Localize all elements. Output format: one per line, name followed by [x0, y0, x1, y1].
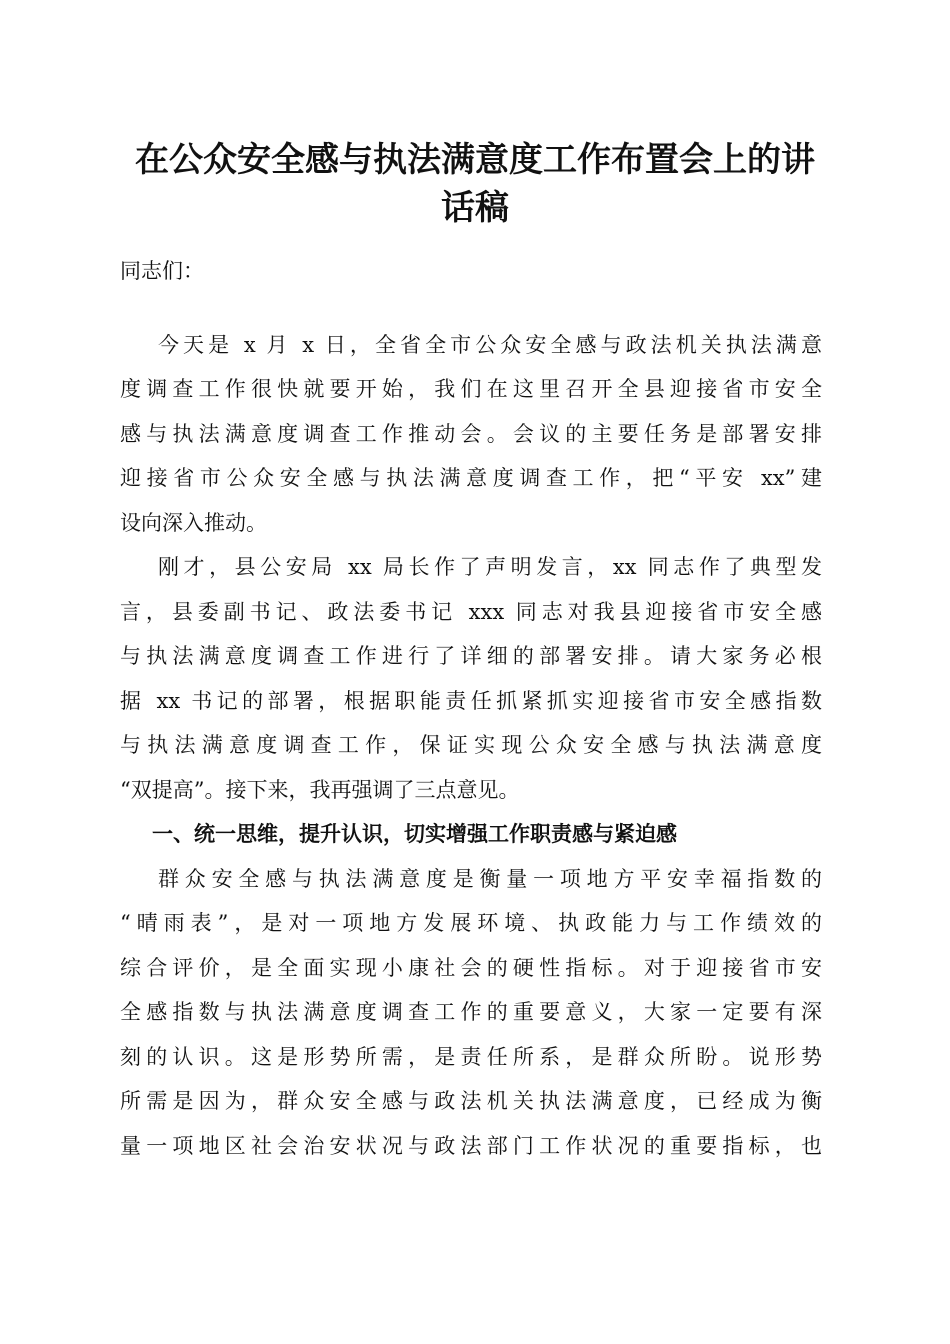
text-line: 所需是因为，群众安全感与政法机关执法满意度，已经成为衡: [120, 1089, 822, 1113]
text-line: 迎接省市公众安全感与执法满意度调查工作，把“平安 xx”建: [120, 466, 822, 490]
greeting: 同志们：: [120, 259, 204, 283]
text-line: “双提高”。接下来，我再强调了三点意见。: [120, 777, 520, 802]
text-line: 综合评价，是全面实现小康社会的硬性指标。对于迎接省市安: [120, 955, 822, 980]
paragraph-1: [120, 323, 822, 546]
text-line: 量一项地区社会治安状况与政法部门工作状况的重要指标，也: [120, 1133, 822, 1158]
text-line: 设向深入推动。: [120, 510, 267, 535]
text-line: 度调查工作很快就要开始，我们在这里召开全县迎接省市安全: [120, 377, 822, 401]
section-heading: 一、统一思维，提升认识，切实增强工作职责感与紧迫感: [152, 822, 677, 846]
text-line: 群众安全感与执法满意度是衡量一项地方平安幸福指数的: [158, 866, 822, 891]
text-line: 刻的认识。这是形势所需，是责任所系，是群众所盼。说形势: [120, 1044, 822, 1069]
text-line: 与执法满意度调查工作，保证实现公众安全感与执法满意度: [120, 733, 822, 757]
text-line: 全感指数与执法满意度调查工作的重要意义，大家一定要有深: [120, 1000, 822, 1024]
text-line: 感与执法满意度调查工作推动会。会议的主要任务是部署安排: [120, 421, 822, 446]
text-line: 据 xx 书记的部署，根据职能责任抓紧抓实迎接省市安全感指数: [120, 688, 822, 713]
text-line: 刚才，县公安局 xx 局长作了声明发言，xx 同志作了典型发: [158, 555, 822, 579]
document-body: [120, 249, 822, 1168]
title-line: 话稿: [441, 188, 509, 228]
paragraph-2: [120, 545, 822, 812]
title-line: 在公众安全感与执法满意度工作布置会上的讲: [135, 140, 815, 180]
text-line: 与执法满意度调查工作进行了详细的部署安排。请大家务必根: [120, 644, 822, 668]
paragraph-3: [120, 857, 822, 1169]
text-line: 今天是 x 月 x 日，全省全市公众安全感与政法机关执法满意: [158, 332, 822, 357]
text-line: 言，县委副书记、政法委书记 xxx 同志对我县迎接省市安全感: [120, 599, 822, 624]
text-line: “晴雨表”，是对一项地方发展环境、执政能力与工作绩效的: [120, 911, 822, 935]
document-title: [100, 136, 850, 232]
